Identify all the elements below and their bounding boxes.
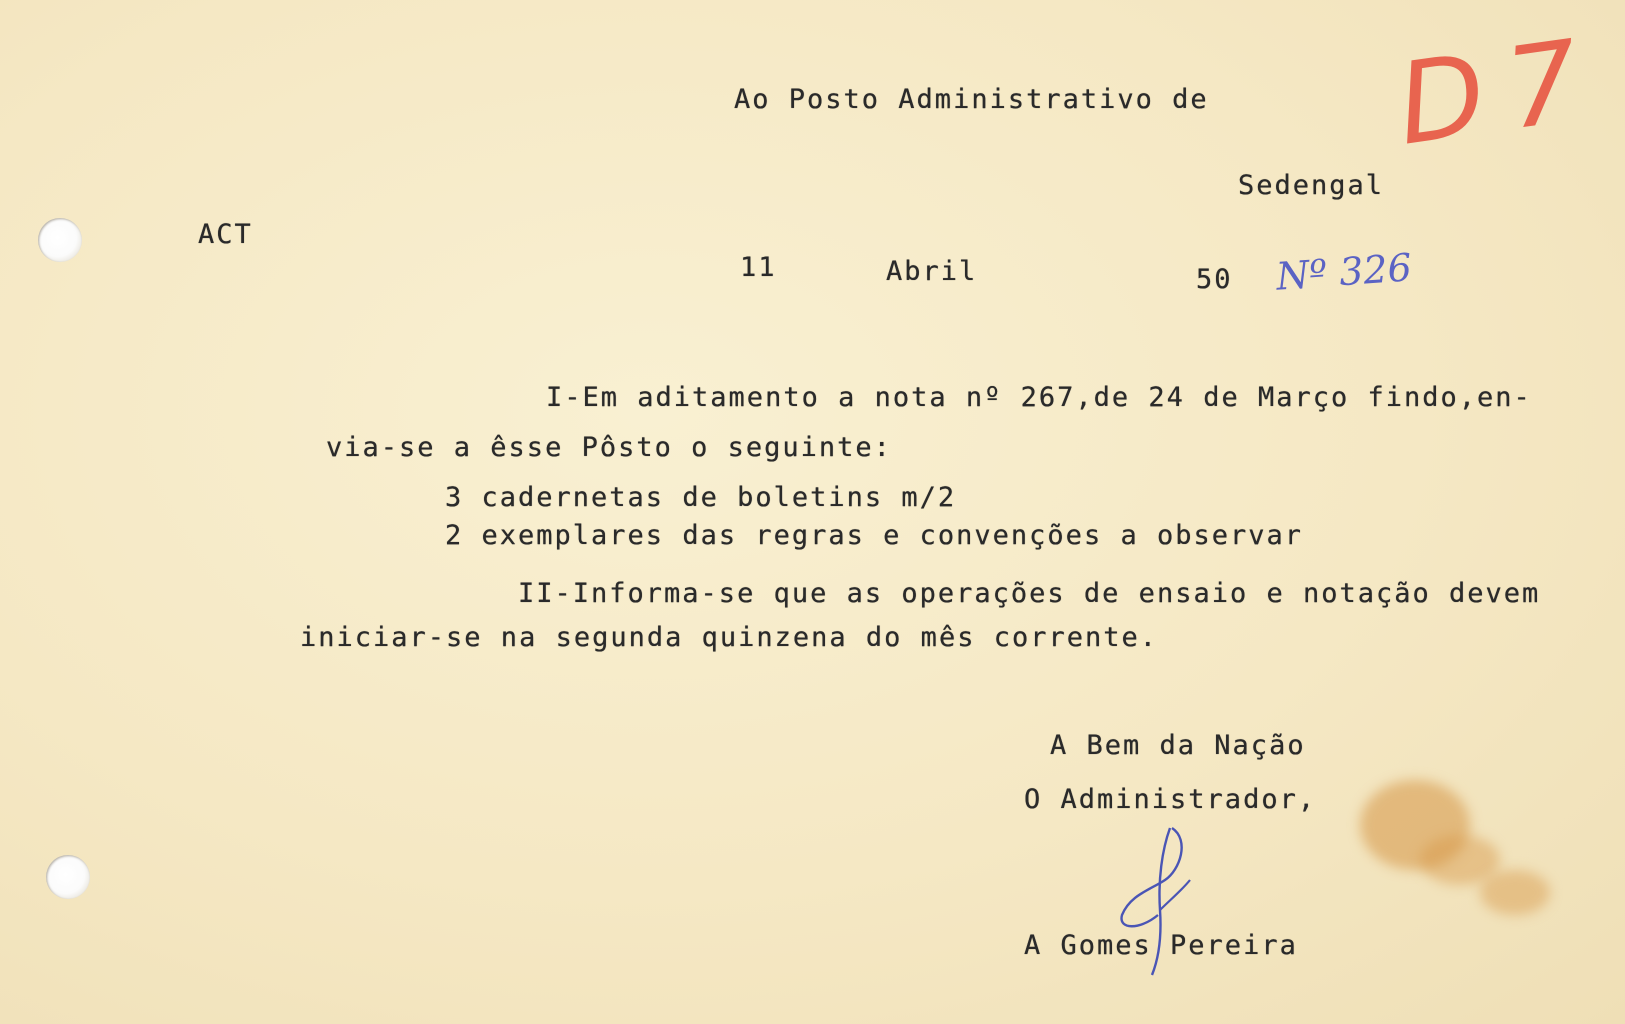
addressee-line: Ao Posto Administrativo de	[734, 84, 1209, 115]
date-day: 11	[740, 252, 777, 283]
paragraph-2-line-2: iniciar-se na segunda quinzena do mês corrente.	[300, 622, 1159, 653]
signatory-role: O Administrador,	[1024, 784, 1317, 815]
date-month: Abril	[886, 256, 978, 287]
signatory-name: A Gomes Pereira	[1024, 930, 1298, 961]
paragraph-1-line-2: via-se a êsse Pôsto o seguinte:	[326, 432, 892, 463]
reference-code: ACT	[198, 219, 253, 250]
handwritten-number: Nº 326	[1274, 245, 1414, 299]
stain-mark	[1480, 870, 1550, 915]
salutation: A Bem da Nação	[1050, 730, 1306, 761]
place-name: Sedengal	[1238, 170, 1385, 201]
list-item-2: 2 exemplares das regras e convenções a observar	[445, 520, 1304, 551]
paragraph-1-line-1: I-Em aditamento a nota nº 267,de 24 de Março findo,en-	[546, 382, 1532, 413]
punch-hole-top	[38, 218, 82, 262]
red-pencil-mark: D 7	[1389, 17, 1582, 171]
date-year: 50	[1196, 264, 1233, 295]
paragraph-2-line-1: II-Informa-se que as operações de ensaio e notação devem	[518, 578, 1541, 609]
list-item-1: 3 cadernetas de boletins m/2	[445, 482, 957, 513]
punch-hole-bottom	[46, 855, 90, 899]
